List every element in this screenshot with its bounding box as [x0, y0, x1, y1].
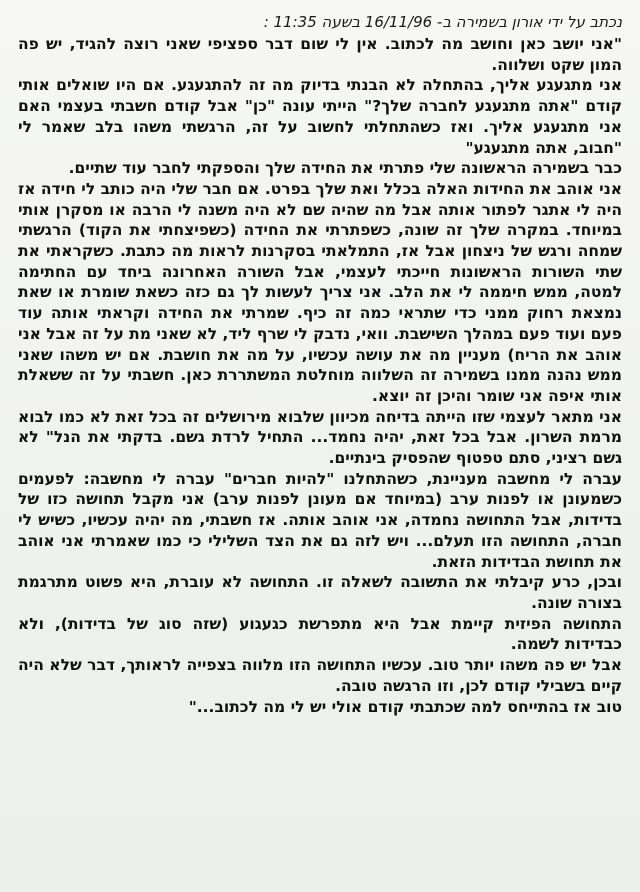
paragraph: אני מתגעגע אליך, בהתחלה לא הבנתי בדיוק מה זה להתגעגע. אם היו שואלים אותי קודם "אתה מתגעגע לחברה שלך?" הייתי עונה "כן" אבל קודם חשבתי בעצמי האם אני מתגעגע אליך. ואז כשהתחלתי לחשוב על זה, הרגשתי משהו בלב שאמר לי "חבוב, אתה מתגעגע": [18, 76, 622, 157]
paragraph: טוב אז בהתייחס למה שכתבתי קודם אולי יש לי מה לכתוב...": [188, 697, 622, 716]
paragraph: אני מתאר לעצמי שזו הייתה בדיחה מכיוון שלבוא מירושלים זה בכל זאת לא כמו לבוא מרמת השרון. אבל בכל זאת, יהיה נחמד... התחיל לרדת גשם. בדקתי את הנל" לא גשם רציני, סתם טפטוף שהפסיק בינתיים.: [18, 407, 622, 468]
paragraph: אני אוהב את החידות האלה בכלל ואת שלך בפרט. אם חבר שלי היה כותב לי חידה אז היה לי אתגר לפתור אותה אבל מה שהיה שם לא היה משנה לי הרבה או מסקרן אותי במיוחד. במקרה שלך זה שונה, כשפתרתי את החידה (כשפיצחתי את הקוד) הרגשתי שמחה ורגש של ניצחון אבל אז, התמלאתי בסקרנות לראות מה כתבת. כשקראתי את שתי השורות הראשונות חייכתי לעצמי, אבל השורה האחרונה ביחד עם החתימה למטה, ממש חיממה לי את הלב. אני צריך לעשות לך גם כזה כשאת שומרת או שאת נמצאת רחוק ממני כדי שתראי כמה זה כיף. שמרתי את החידה וקראתי אותה עוד פעם ועוד פעם במהלך השישבת. וואי, נדבק לי שרף ליד, לא שאני מת על זה אבל אני אוהב את הריח) מעניין מה את עושה עכשיו, על מה את חושבת. אם יש משהו שאני ממש נהנה ממנו בשמירה זה השלווה מוחלטת המשתררת כאן. חשבתי על זה ששאלת אותי איפה אני שומר והיכן זה יוצא.: [18, 179, 622, 405]
letter-header: נכתב על ידי אורון בשמירה ב- 16/11/96 בשעה 11:35 :: [263, 13, 622, 31]
paragraph: אבל יש פה משהו יותר טוב. עכשיו התחושה הזו מלווה בצפייה לראותך, דבר שלא היה קיים בשבילי קודם לכן, וזו הרגשה טובה.: [18, 656, 622, 695]
letter-body: [18, 34, 622, 717]
paragraph: ובכן, כרע קיבלתי את התשובה לשאלה זו. התחושה לא עוברת, היא פשוט מתרגמת בצורה שונה.: [18, 573, 622, 612]
paragraph: כבר בשמירה הראשונה שלי פתרתי את החידה שלך והספקתי לחבר עוד שתיים.: [68, 159, 622, 178]
paragraph: עברה לי מחשבה מעניינת, כשהתחלנו "להיות חברים" עברה לי מחשבה: לפעמים כשמעונן או לפנות ערב (במיוחד אם מעונן לפנות ערב) אני מקבל תחושה כזו של בדידות, אבל התחושה נחמדה, אני אוהב אותה. אז חשבתי, מה יהיה עכשיו, כשיש לי חברה, התחושה הזו תעלם... ויש לזה גם את הצד השלילי כי כמו שאמרתי אני אוהב את תחושת הבדידות הזאת.: [18, 469, 622, 571]
paragraph: התחושה הפיזית קיימת אבל היא מתפרשת כגעגוע (שזה סוג של בדידות), ולא כבדידות לשמה.: [18, 614, 622, 654]
paragraph: "אני יושב כאן וחושב מה לכתוב. אין לי שום דבר ספציפי שאני רוצה להגיד, יש פה המון שקט ושלווה.: [18, 35, 622, 74]
